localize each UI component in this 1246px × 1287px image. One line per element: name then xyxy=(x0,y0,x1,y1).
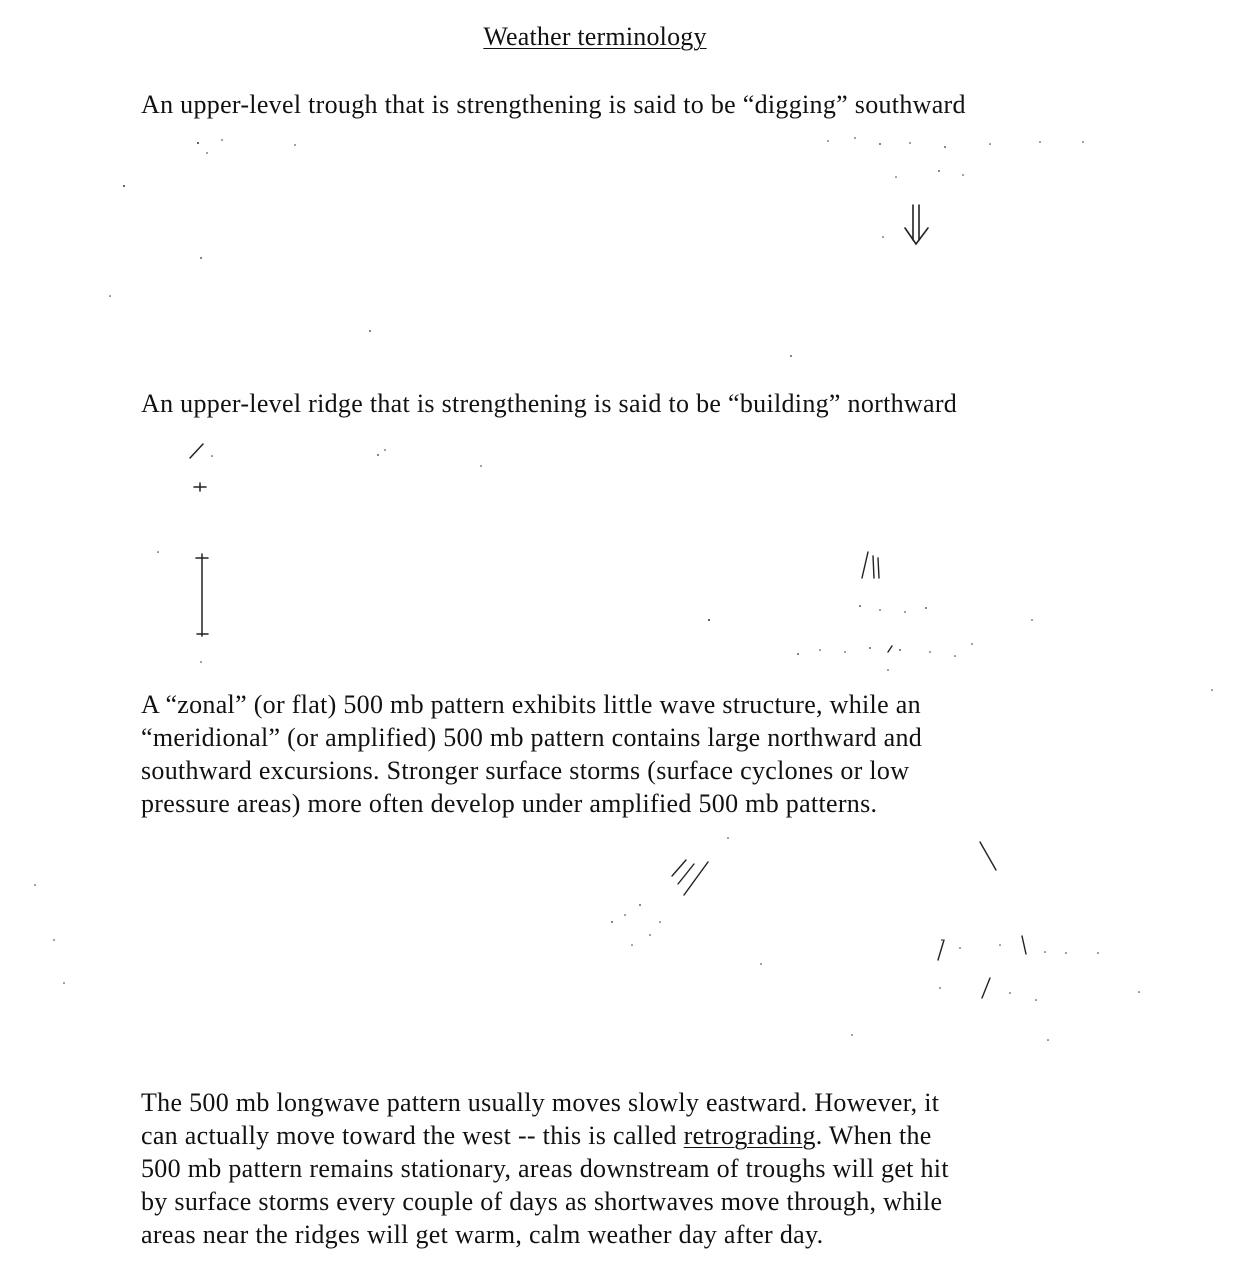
text-span: can actually move toward the west -- this is called xyxy=(141,1121,684,1150)
paragraph-line: southward excursions. Stronger surface storms (surface cyclones or low xyxy=(141,756,910,785)
paragraph-line: A “zonal” (or flat) 500 mb pattern exhibits little wave structure, while an xyxy=(141,690,921,719)
paragraph-line: 500 mb pattern remains stationary, areas downstream of troughs will get hit xyxy=(141,1154,949,1183)
page-title: Weather terminology xyxy=(483,22,707,51)
text-span: . When the xyxy=(815,1121,932,1150)
paragraph-zonal-meridional xyxy=(141,688,922,820)
paragraph-line xyxy=(141,1119,949,1152)
paragraph-line: The 500 mb longwave pattern usually moves slowly eastward. However, it xyxy=(141,1088,940,1117)
paragraph-line: by surface storms every couple of days as shortwaves move through, while xyxy=(141,1187,943,1216)
paragraph-line: “meridional” (or amplified) 500 mb pattern contains large northward and xyxy=(141,723,923,752)
paragraph-line: areas near the ridges will get warm, calm weather day after day. xyxy=(141,1220,824,1249)
paragraph-retrograding xyxy=(141,1086,949,1251)
paragraph-digging: An upper-level trough that is strengthening is said to be “digging” southward xyxy=(141,90,966,119)
paragraph-line: pressure areas) more often develop under amplified 500 mb patterns. xyxy=(141,789,878,818)
retrograding-term: retrograding xyxy=(683,1121,816,1150)
paragraph-building: An upper-level ridge that is strengthening is said to be “building” northward xyxy=(141,389,958,418)
